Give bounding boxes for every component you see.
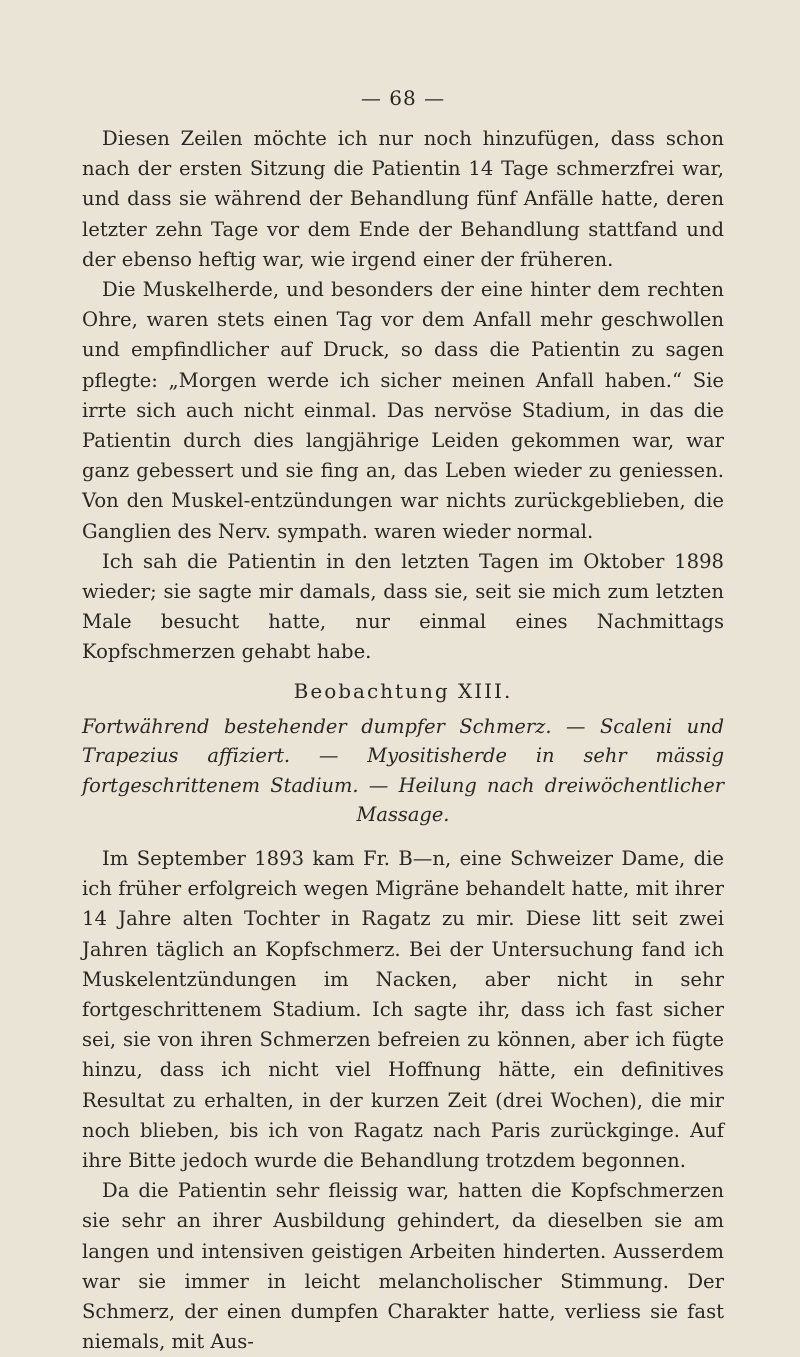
paragraph-case-symptoms: Da die Patientin sehr fleissig war, hatten die Kopfschmerzen sie sehr an ihrer Ausbildung gehindert, da dieselben sie am langen und intensiven geistigen Arbeiten hinderten. Ausserdem war sie immer in leicht melancholischer Stimmung. Der Schmerz, der einen dumpfen Charakter hatte, verliess sie fast niemals, mit Aus-	[82, 1179, 724, 1354]
paragraph-case-intro: Im September 1893 kam Fr. B—n, eine Schweizer Dame, die ich früher erfolgreich wegen Migräne behandelt hatte, mit ihrer 14 Jahre alten Tochter in Ragatz zu mir. Diese litt seit zwei Jahren täglich an Kopfschmerz. Bei der Untersuchung fand ich Muskelentzündungen im Nacken, aber nicht in sehr fortgeschrittenem Stadium. Ich sagte ihr, dass ich fast sicher sei, sie von ihren Schmerzen befreien zu können, aber ich fügte hinzu, dass ich nicht viel Hoffnung hätte, ein definitives Resultat zu erhalten, in der kurzen Zeit (drei Wochen), die mir noch blieben, bis ich von Ragatz nach Paris zurückginge. Auf ihre Bitte jedoch wurde die Behandlung trotzdem begonnen.	[82, 847, 724, 1173]
paragraph-follow-up: Ich sah die Patientin in den letzten Tagen im Oktober 1898 wieder; sie sagte mir damals, dass sie, seit sie mich zum letzten Male besucht hatte, nur einmal eines Nachmittags Kopfschmerzen gehabt habe.	[82, 549, 724, 664]
observation-heading: Beobachtung XIII.	[293, 678, 513, 703]
observation-summary: Fortwährend bestehender dumpfer Schmerz. — Scaleni und Trapezius affiziert. — Myositisherde in sehr mässig fortgeschrittenem Stadium. — Heilung nach dreiwöchentlicher Massage.	[82, 714, 724, 827]
paragraph-muscle-foci: Die Muskelherde, und besonders der eine hinter dem rechten Ohre, waren stets einen Tag vor dem Anfall mehr geschwollen und empfindlicher auf Druck, so dass die Patientin zu sagen pflegte: „Morgen werde ich sicher meinen Anfall haben.“ Sie irrte sich auch nicht einmal. Das nervöse Stadium, in das die Patientin durch dies langjährige Leiden gekommen war, war ganz gebessert und sie fing an, das Leben wieder zu geniessen. Von den Muskel-entzündungen war nichts zurückgeblieben, die Ganglien des Nerv. sympath. waren wieder normal.	[82, 278, 724, 543]
paragraph-closing-remarks: Diesen Zeilen möchte ich nur noch hinzufügen, dass schon nach der ersten Sitzung die Patientin 14 Tage schmerzfrei war, und dass sie während der Behandlung fünf Anfälle hatte, deren letzter zehn Tage vor dem Ende der Behandlung stattfand und der ebenso heftig war, wie irgend einer der früheren.	[82, 127, 724, 271]
page-number: — 68 —	[360, 86, 446, 110]
